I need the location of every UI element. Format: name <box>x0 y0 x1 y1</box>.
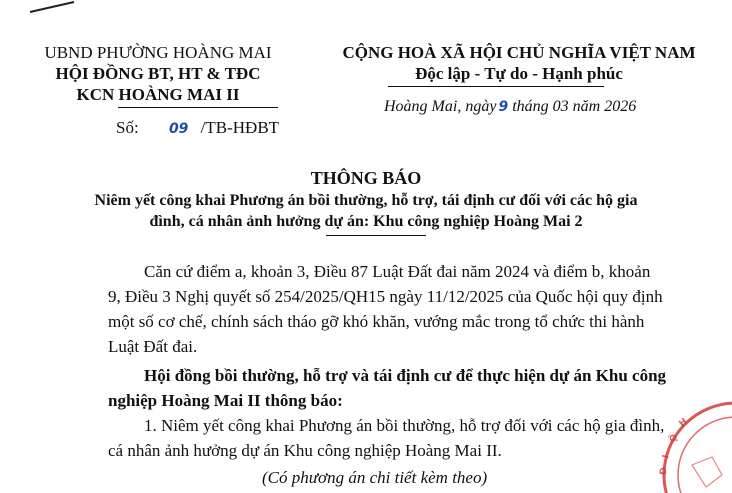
p3-line-1: 1. Niêm yết công khai Phương án bồi thường, hỗ trợ đối với các hộ gia đình, <box>144 416 665 435</box>
issuer-line-3: KCN HOÀNG MAI II <box>76 85 240 104</box>
issuer-line-2: HỘI ĐỒNG BT, HT & TĐC <box>55 64 261 83</box>
p1-line-4: Luật Đất đai. <box>108 337 198 356</box>
number-suffix: /TB-HĐBT <box>200 118 280 137</box>
motto-underline <box>388 86 604 87</box>
date-handwritten: 9 <box>498 99 509 115</box>
p1-line-2: 9, Điều 3 Nghị quyết số 254/2025/QH15 ngày 11/12/2025 của Quốc hội quy định <box>108 287 663 306</box>
number-label: Số: <box>116 118 139 137</box>
subtitle-line-2: đình, cá nhân ảnh hưởng dự án: Khu công nghiệp Hoàng Mai 2 <box>149 213 583 230</box>
svg-text:I: I <box>661 453 672 460</box>
issuer-underline <box>118 107 278 108</box>
attachment-note: (Có phương án chi tiết kèm theo) <box>262 468 488 487</box>
subtitle-underline <box>326 235 426 236</box>
date-suffix: tháng 03 năm 2026 <box>512 98 637 115</box>
p1-line-3: một số cơ chế, chính sách tháo gỡ khó khăn, vướng mắc trong tổ chức thi hành <box>108 312 645 331</box>
document-date <box>384 98 636 116</box>
document-number <box>116 118 279 138</box>
date-prefix: Hoàng Mai, ngày <box>384 98 497 115</box>
subtitle-line-1: Niêm yết công khai Phương án bồi thường, hỗ trợ, tái định cư đối với các hộ gia <box>94 192 638 209</box>
pen-mark-icon <box>28 0 78 14</box>
svg-text:Ộ: Ộ <box>667 432 681 445</box>
national-motto: Độc lập - Tự do - Hạnh phúc <box>415 64 623 83</box>
p2-line-1: Hội đồng bồi thường, hỗ trợ và tái định cư để thực hiện dự án Khu công <box>144 366 667 385</box>
svg-text:Đ: Đ <box>659 467 670 476</box>
p1-line-1: Căn cứ điểm a, khoản 3, Điều 87 Luật Đất đai năm 2024 và điểm b, khoản <box>144 262 651 281</box>
p3-line-2: cá nhân ảnh hưởng dự án Khu công nghiệp Hoàng Mai II. <box>108 441 502 460</box>
svg-text:H: H <box>677 416 690 430</box>
number-handwritten: 09 <box>168 121 189 137</box>
issuer-line-1: UBND PHƯỜNG HOÀNG MAI <box>44 43 272 62</box>
document-heading: THÔNG BÁO <box>310 168 422 188</box>
official-seal-icon <box>652 395 732 493</box>
national-title: CỘNG HOÀ XÃ HỘI CHỦ NGHĨA VIỆT NAM <box>342 43 696 62</box>
p2-line-2: nghiệp Hoàng Mai II thông báo: <box>108 391 343 410</box>
